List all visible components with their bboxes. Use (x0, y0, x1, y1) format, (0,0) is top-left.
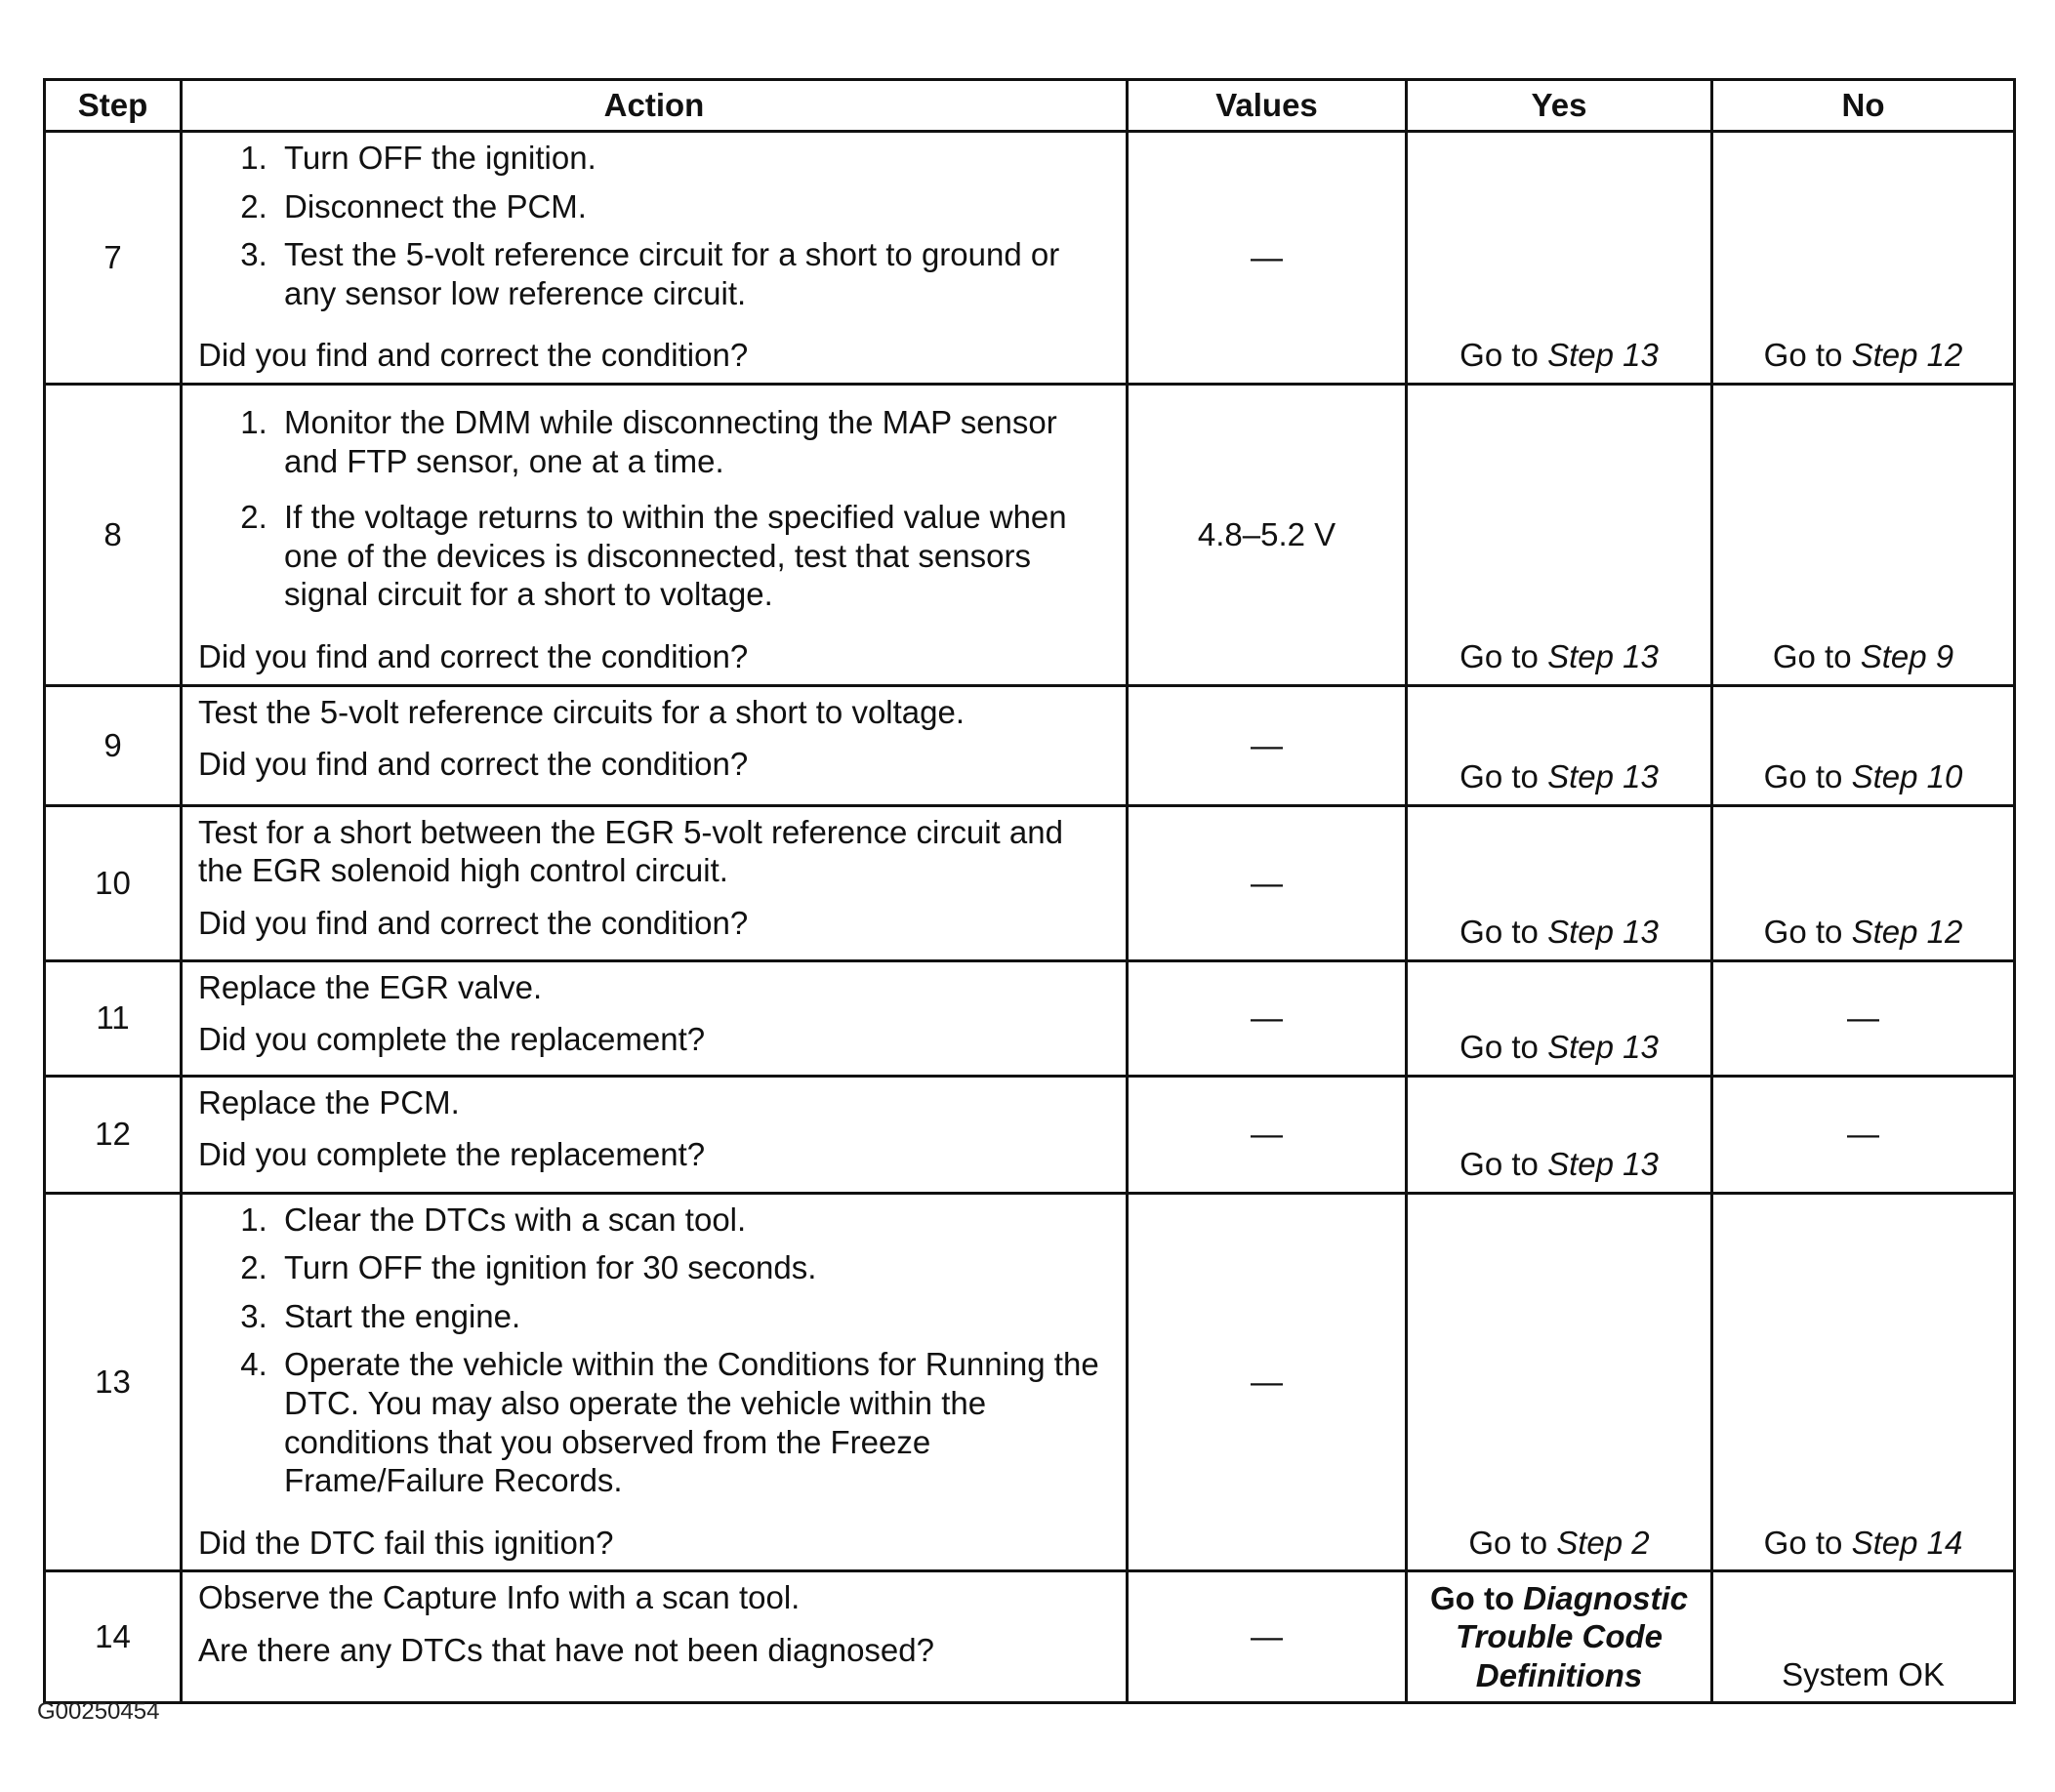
yes-cell (1407, 685, 1712, 805)
action-question: Did you complete the replacement? (198, 1136, 706, 1173)
action-list (198, 139, 1110, 322)
yes-step-link[interactable]: Step 13 (1547, 1028, 1659, 1065)
value-cell: — (1128, 132, 1407, 385)
yes-cell (1407, 1076, 1712, 1193)
table-row-step-7 (45, 132, 2015, 385)
value-cell: 4.8–5.2 V (1128, 384, 1407, 685)
action-list (198, 1201, 1110, 1510)
header-values: Values (1128, 80, 1407, 132)
no-cell (1712, 805, 2015, 960)
yes-step-link[interactable]: Step 13 (1547, 337, 1659, 374)
action-question: Did you find and correct the condition? (198, 746, 749, 783)
yes-cell (1407, 1193, 1712, 1571)
action-cell (182, 805, 1128, 960)
yes-prefix: Go to (1459, 1145, 1548, 1182)
action-item: 1. Clear the DTCs with a scan tool. (276, 1201, 1110, 1240)
table-row-step-11 (45, 960, 2015, 1076)
action-cell (182, 132, 1128, 385)
value-cell: — (1128, 960, 1407, 1076)
yes-step-link[interactable]: Step 13 (1547, 1145, 1659, 1182)
value-cell: — (1128, 1193, 1407, 1571)
step-number: 9 (45, 685, 182, 805)
value-cell: — (1128, 1076, 1407, 1193)
action-item: 4. Operate the vehicle within the Conditions for Running the DTC. You may also operate the vehicle within the conditions that you observed from the Freeze Frame/Failure Records. (276, 1345, 1110, 1499)
action-question: Are there any DTCs that have not been diagnosed? (198, 1631, 934, 1668)
no-step-link[interactable]: Step 14 (1851, 1524, 1963, 1561)
no-cell: System OK (1712, 1571, 2015, 1703)
table-row-step-14 (45, 1571, 2015, 1703)
yes-step-link[interactable]: Step 13 (1547, 637, 1659, 674)
header-no: No (1712, 80, 2015, 132)
action-cell (182, 384, 1128, 685)
step-number: 14 (45, 1571, 182, 1703)
action-list (198, 403, 1110, 624)
step-number: 10 (45, 805, 182, 960)
yes-step-link[interactable]: Step 2 (1556, 1524, 1650, 1561)
action-text: Test the 5-volt reference circuits for a short to voltage. (198, 693, 966, 730)
yes-prefix: Go to (1459, 1028, 1548, 1065)
yes-cell (1407, 132, 1712, 385)
yes-cell (1407, 384, 1712, 685)
step-number: 8 (45, 384, 182, 685)
no-prefix: Go to (1763, 757, 1852, 794)
action-question: Did the DTC fail this ignition? (198, 1524, 614, 1561)
no-cell: — (1712, 1076, 2015, 1193)
action-item: 1. Monitor the DMM while disconnecting the MAP sensor and FTP sensor, one at a time. (276, 403, 1110, 480)
no-step-link[interactable]: Step 12 (1851, 913, 1963, 950)
header-step: Step (45, 80, 182, 132)
header-action: Action (182, 80, 1128, 132)
yes-cell (1407, 960, 1712, 1076)
table-row-step-12 (45, 1076, 2015, 1193)
no-prefix: Go to (1763, 913, 1852, 950)
action-question: Did you find and correct the condition? (198, 904, 749, 941)
step-number: 7 (45, 132, 182, 385)
yes-prefix: Go to (1459, 637, 1548, 674)
no-step-link[interactable]: Step 10 (1851, 757, 1963, 794)
yes-prefix: Go to (1459, 757, 1548, 794)
action-text: Replace the EGR valve. (198, 968, 543, 1005)
yes-prefix: Go to (1459, 337, 1548, 374)
dtc-definitions-link[interactable]: Diagnostic Trouble Code Definitions (1455, 1579, 1688, 1694)
header-row (45, 80, 2015, 132)
diagnostic-table (43, 78, 2016, 1704)
yes-step-link[interactable]: Step 13 (1547, 757, 1659, 794)
figure-id: G00250454 (37, 1698, 160, 1725)
yes-cell (1407, 805, 1712, 960)
table-row-step-9 (45, 685, 2015, 805)
no-cell (1712, 1193, 2015, 1571)
no-cell (1712, 132, 2015, 385)
action-item: 2. If the voltage returns to within the specified value when one of the devices is disconnected, test that sensors signal circuit for a short to voltage. (276, 498, 1110, 614)
yes-step-link[interactable]: Step 13 (1547, 913, 1659, 950)
no-prefix: Go to (1763, 337, 1852, 374)
header-yes: Yes (1407, 80, 1712, 132)
action-item: 2. Turn OFF the ignition for 30 seconds. (276, 1248, 1110, 1287)
no-prefix: Go to (1763, 1524, 1852, 1561)
yes-prefix: Go to (1429, 1579, 1524, 1616)
action-item: 3. Test the 5-volt reference circuit for a short to ground or any sensor low reference circuit. (276, 235, 1110, 312)
action-item: 1. Turn OFF the ignition. (276, 139, 1110, 178)
step-number: 13 (45, 1193, 182, 1571)
action-text: Observe the Capture Info with a scan tool. (198, 1579, 801, 1616)
action-cell (182, 960, 1128, 1076)
no-prefix: Go to (1772, 637, 1861, 674)
table-row-step-13 (45, 1193, 2015, 1571)
action-cell (182, 685, 1128, 805)
action-item: 2. Disconnect the PCM. (276, 187, 1110, 226)
table-row-step-10 (45, 805, 2015, 960)
yes-prefix: Go to (1459, 913, 1548, 950)
action-cell (182, 1571, 1128, 1703)
no-cell (1712, 685, 2015, 805)
yes-prefix: Go to (1468, 1524, 1557, 1561)
step-number: 12 (45, 1076, 182, 1193)
action-question: Did you find and correct the condition? (198, 637, 749, 674)
action-text: Test for a short between the EGR 5-volt reference circuit and the EGR solenoid high control circuit. (198, 813, 1063, 889)
no-cell: — (1712, 960, 2015, 1076)
table-row-step-8 (45, 384, 2015, 685)
yes-cell (1407, 1571, 1712, 1703)
value-cell: — (1128, 1571, 1407, 1703)
action-cell (182, 1076, 1128, 1193)
value-cell: — (1128, 805, 1407, 960)
action-question: Did you complete the replacement? (198, 1021, 706, 1058)
no-step-link[interactable]: Step 12 (1851, 337, 1963, 374)
action-item: 3. Start the engine. (276, 1297, 1110, 1336)
action-question: Did you find and correct the condition? (198, 337, 749, 374)
action-cell (182, 1193, 1128, 1571)
no-step-link[interactable]: Step 9 (1860, 637, 1954, 674)
action-text: Replace the PCM. (198, 1083, 460, 1120)
no-cell (1712, 384, 2015, 685)
step-number: 11 (45, 960, 182, 1076)
value-cell: — (1128, 685, 1407, 805)
